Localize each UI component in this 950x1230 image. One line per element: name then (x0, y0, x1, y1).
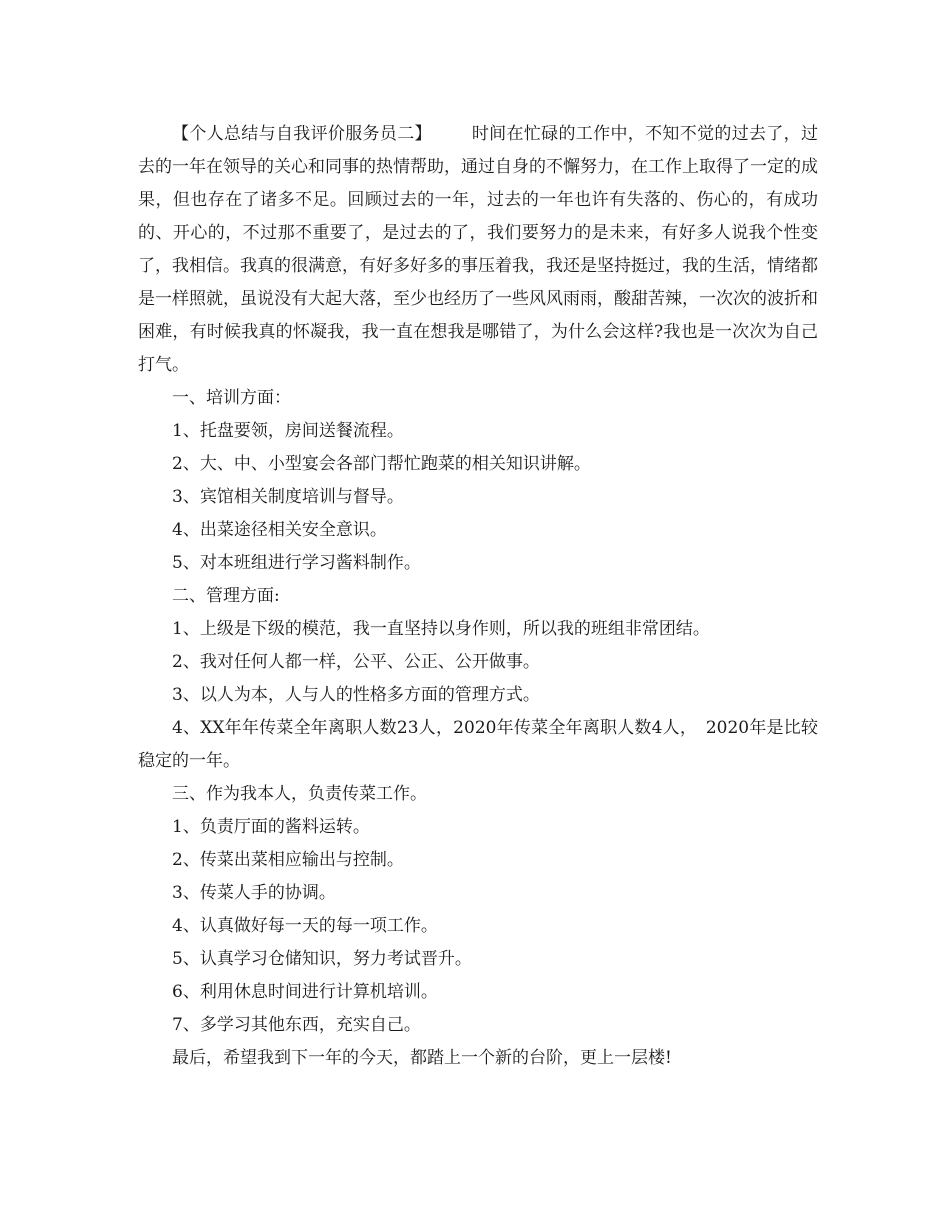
list-item: 6、利用休息时间进行计算机培训。 (172, 982, 438, 1002)
document-body (138, 118, 818, 1075)
list-item: 2、我对任何人都一样，公平、公正、公开做事。 (172, 652, 540, 672)
intro-text: 时间在忙碌的工作中，不知不觉的过去了，过去的一年在领导的关心和同事的热情帮助，通过自身的不懈努力，在工作上取得了一定的成果，但也存在了诸多不足。回顾过去的一年，过去的一年也许有失落的、伤心的，有成功的、开心的，不过那不重要了，是过去的了，我们要努力的是未来，有好多人说我个性变了，我相信。我真的很满意，有好多好多的事压着我，我还是坚持挺过，我的生活，情绪都是一样照就，虽说没有大起大落，至少也经历了一些风风雨雨，酸甜苦辣，一次次的波折和困难，有时候我真的怀凝我，我一直在想我是哪错了，为什么会这样?我也是一次次为自己打气。 (138, 124, 819, 375)
intro-paragraph (138, 118, 818, 382)
list-item: 3、以人为本，人与人的性格多方面的管理方式。 (172, 685, 540, 705)
list-item: 7、多学习其他东西，充实自己。 (172, 1015, 421, 1035)
list-item: 2、传菜出菜相应输出与控制。 (172, 850, 404, 870)
closing-paragraph: 最后，希望我到下一年的今天，都踏上一个新的台阶，更上一层楼! (172, 1048, 672, 1068)
document-title: 【个人总结与自我评价服务员二】 (172, 124, 432, 144)
list-item: 3、传菜人手的协调。 (172, 883, 336, 903)
section-heading-management: 二、管理方面: (172, 586, 280, 606)
list-item: 5、认真学习仓储知识，努力考试晋升。 (172, 949, 472, 969)
section-heading-self: 三、作为我本人，负责传菜工作。 (172, 784, 427, 804)
list-item: 4、认真做好每一天的每一项工作。 (172, 916, 438, 936)
section-heading-training: 一、培训方面： (172, 388, 291, 408)
list-item: 5、对本班组进行学习酱料制作。 (172, 553, 421, 573)
list-item: 3、宾馆相关制度培训与督导。 (172, 487, 404, 507)
list-item: 1、托盘要领，房间送餐流程。 (172, 421, 404, 441)
list-item: 1、负责厅面的酱料运转。 (172, 817, 370, 837)
list-item: 4、XX年年传菜全年离职人数23人，2020年传菜全年离职人数4人， 2020年是比较稳定的一年。 (138, 718, 818, 771)
list-item: 1、上级是下级的模范，我一直坚持以身作则，所以我的班组非常团结。 (172, 619, 710, 639)
list-item: 4、出菜途径相关安全意识。 (172, 520, 387, 540)
list-item: 2、大、中、小型宴会各部门帮忙跑菜的相关知识讲解。 (172, 454, 591, 474)
